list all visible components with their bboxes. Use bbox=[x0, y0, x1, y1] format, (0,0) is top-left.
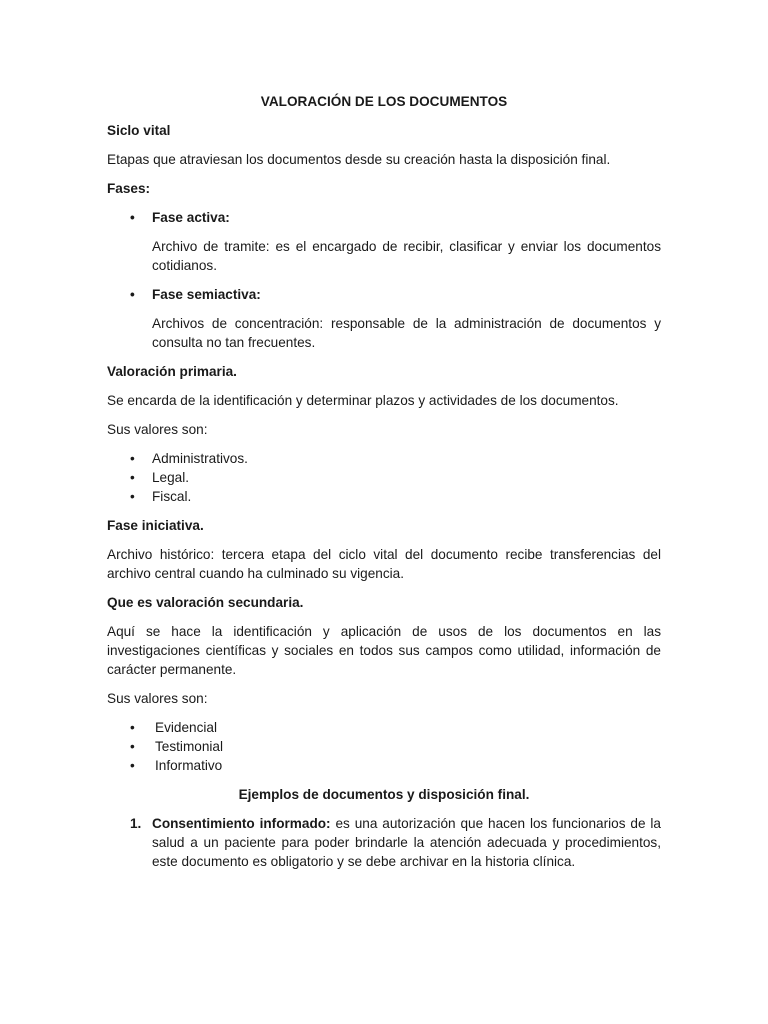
fase-iniciativa-heading: Fase iniciativa. bbox=[107, 518, 204, 533]
fase-semiactiva-text: Archivos de concentración: responsable de la administración de documentos y consulta no tan frecuentes. bbox=[152, 316, 661, 350]
fase-activa-text: Archivo de tramite: es el encargado de recibir, clasificar y enviar los documentos cotidianos. bbox=[152, 239, 661, 273]
ejemplo-text: es una autorización que hacen los funcionarios de la salud a un paciente para poder brindarle la atención adecuada y procedimientos, este documento es obligatorio y se debe archivar en la historia clínica. bbox=[152, 816, 661, 869]
list-number: 1. bbox=[130, 816, 142, 831]
ejemplo-label: Consentimiento informado: bbox=[152, 816, 331, 831]
document-title: VALORACIÓN DE LOS DOCUMENTOS bbox=[260, 94, 508, 109]
valoracion-primaria-text: Se encarda de la identificación y determinar plazos y actividades de los documentos. bbox=[107, 393, 619, 408]
siclo-vital-text: Etapas que atraviesan los documentos desde su creación hasta la disposición final. bbox=[107, 152, 611, 167]
valoracion-primaria-heading: Valoración primaria. bbox=[107, 364, 237, 379]
fase-iniciativa-text: Archivo histórico: tercera etapa del ciclo vital del documento recibe transferencias del archivo central cuando ha culminado su vigencia. bbox=[107, 547, 661, 581]
list-item: • Evidencial bbox=[107, 718, 661, 737]
list-item: • Fiscal. bbox=[107, 487, 661, 506]
list-item bbox=[107, 814, 661, 871]
list-item: • Informativo bbox=[107, 756, 661, 775]
siclo-vital-heading: Siclo vital bbox=[107, 123, 171, 138]
valoracion-secundaria-values bbox=[107, 718, 661, 775]
list-item: • Administrativos. bbox=[107, 449, 661, 468]
list-item: • Legal. bbox=[107, 468, 661, 487]
fases-heading: Fases: bbox=[107, 181, 151, 196]
valoracion-primaria-values-label: Sus valores son: bbox=[107, 422, 208, 437]
ejemplos-list bbox=[107, 814, 661, 871]
valoracion-secundaria-text: Aquí se hace la identificación y aplicación de usos de los documentos en las investigaciones científicas y sociales en todos sus campos como utilidad, información de carácter permanente. bbox=[107, 624, 661, 677]
fase-activa-label: • Fase activa: bbox=[107, 208, 661, 227]
fases-list bbox=[107, 208, 661, 227]
ejemplos-heading: Ejemplos de documentos y disposición final. bbox=[238, 787, 530, 802]
valoracion-secundaria-values-label: Sus valores son: bbox=[107, 691, 208, 706]
valoracion-primaria-values bbox=[107, 449, 661, 506]
fase-semiactiva-label: • Fase semiactiva: bbox=[107, 285, 661, 304]
fases-list-2 bbox=[107, 285, 661, 304]
list-item: • Testimonial bbox=[107, 737, 661, 756]
valoracion-secundaria-heading: Que es valoración secundaria. bbox=[107, 595, 304, 610]
